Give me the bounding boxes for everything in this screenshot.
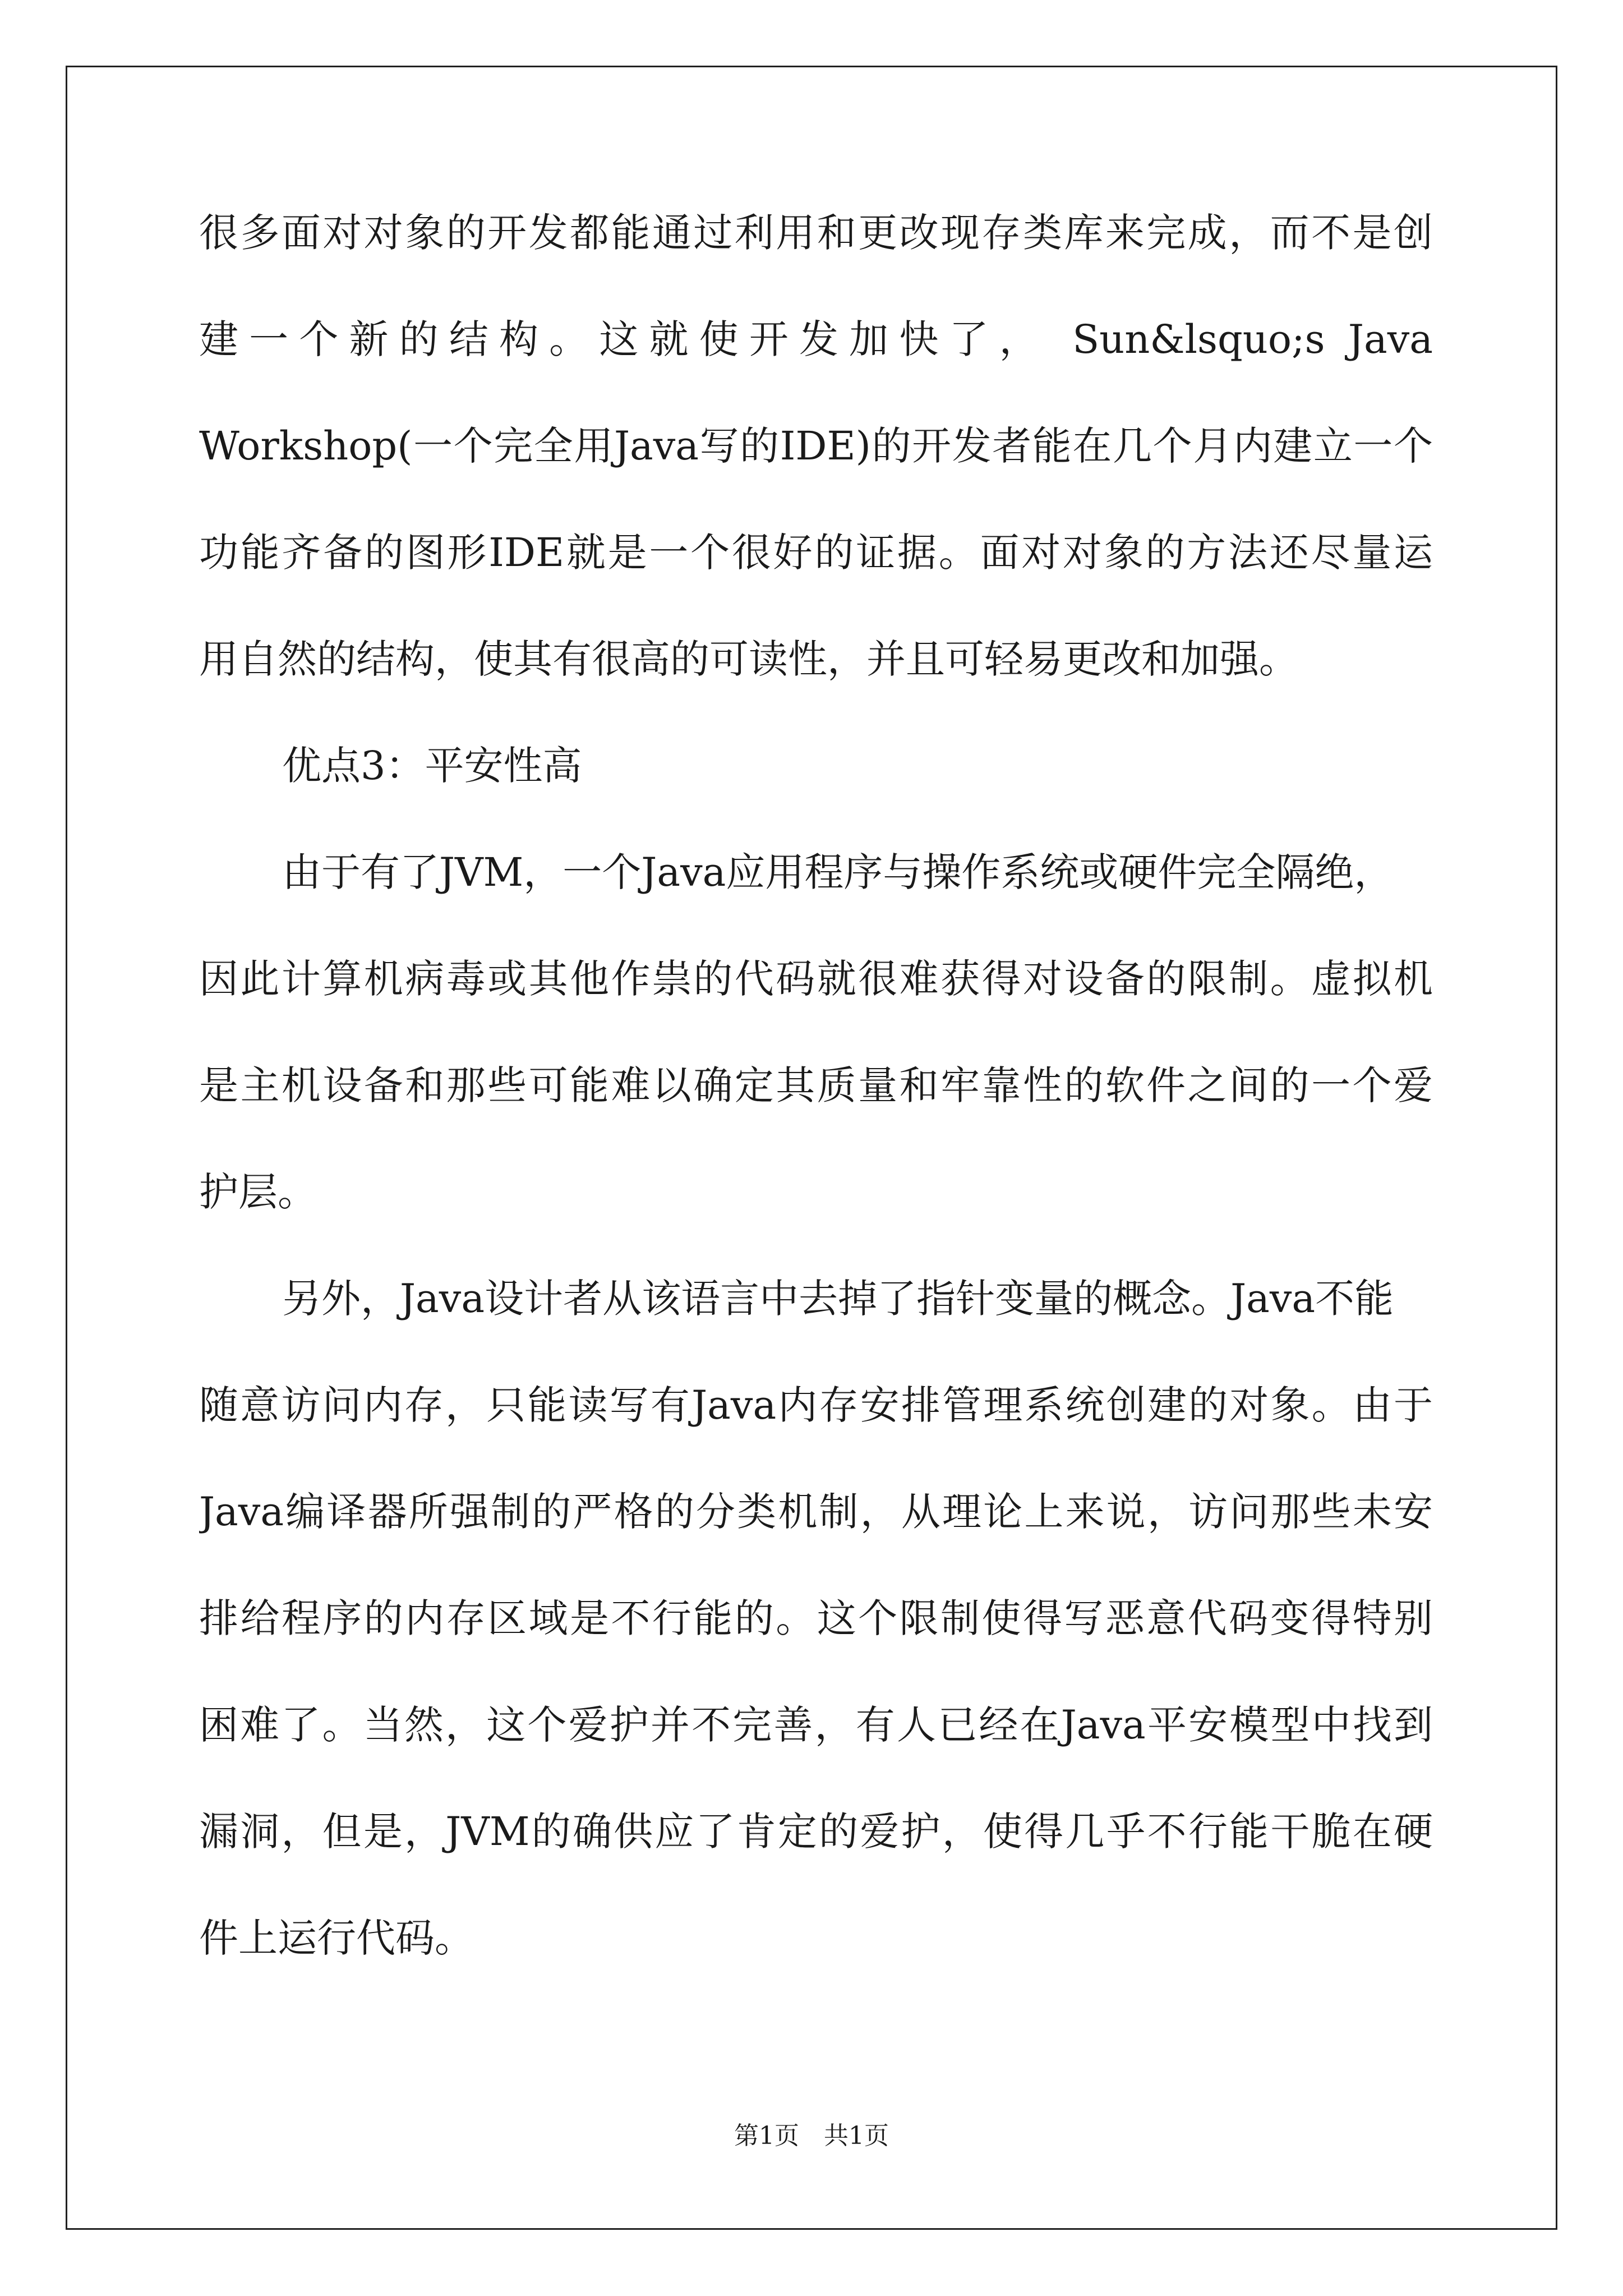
paragraph-3-line-5: 困难了。当然，这个爱护并不完善，有人已经在Java平安模型中找到 [199, 1702, 1433, 1748]
section-heading: 优点3：平安性高 [282, 743, 582, 789]
paragraph-1-line-2: 建一个新的结构。这就使开发加快了， Sun&lsquo;s Java [199, 316, 1433, 362]
page-number-footer: 第1页 共1页 [734, 2122, 889, 2150]
paragraph-3-line-4: 排给程序的内存区域是不行能的。这个限制使得写恶意代码变得特别 [199, 1595, 1433, 1641]
paragraph-1-line-5: 用自然的结构，使其有很高的可读性，并且可轻易更改和加强。 [199, 636, 1298, 682]
paragraph-2-line-3: 是主机设备和那些可能难以确定其质量和牢靠性的软件之间的一个爱 [199, 1062, 1433, 1108]
paragraph-1-line-4: 功能齐备的图形IDE就是一个很好的证据。面对对象的方法还尽量运 [199, 530, 1433, 576]
paragraph-2-line-2: 因此计算机病毒或其他作祟的代码就很难获得对设备的限制。虚拟机 [199, 956, 1433, 1002]
paragraph-2-line-4: 护层。 [199, 1169, 317, 1215]
paragraph-3-line-3: Java编译器所强制的严格的分类机制，从理论上来说，访问那些未安 [199, 1489, 1433, 1535]
paragraph-3-line-6: 漏洞，但是，JVM的确供应了肯定的爱护，使得几乎不行能干脆在硬 [199, 1809, 1433, 1855]
paragraph-3-line-7: 件上运行代码。 [199, 1915, 474, 1961]
paragraph-1-line-1: 很多面对对象的开发都能通过利用和更改现存类库来完成，而不是创 [199, 210, 1433, 256]
page-border [66, 66, 1557, 2230]
paragraph-2-line-1: 由于有了JVM，一个Java应用程序与操作系统或硬件完全隔绝， [282, 849, 1394, 895]
paragraph-3-line-1: 另外，Java设计者从该语言中去掉了指针变量的概念。Java不能 [282, 1276, 1394, 1322]
paragraph-3-line-2: 随意访问内存，只能读写有Java内存安排管理系统创建的对象。由于 [199, 1382, 1433, 1428]
paragraph-1-line-3: Workshop(一个完全用Java写的IDE)的开发者能在几个月内建立一个 [199, 423, 1433, 469]
